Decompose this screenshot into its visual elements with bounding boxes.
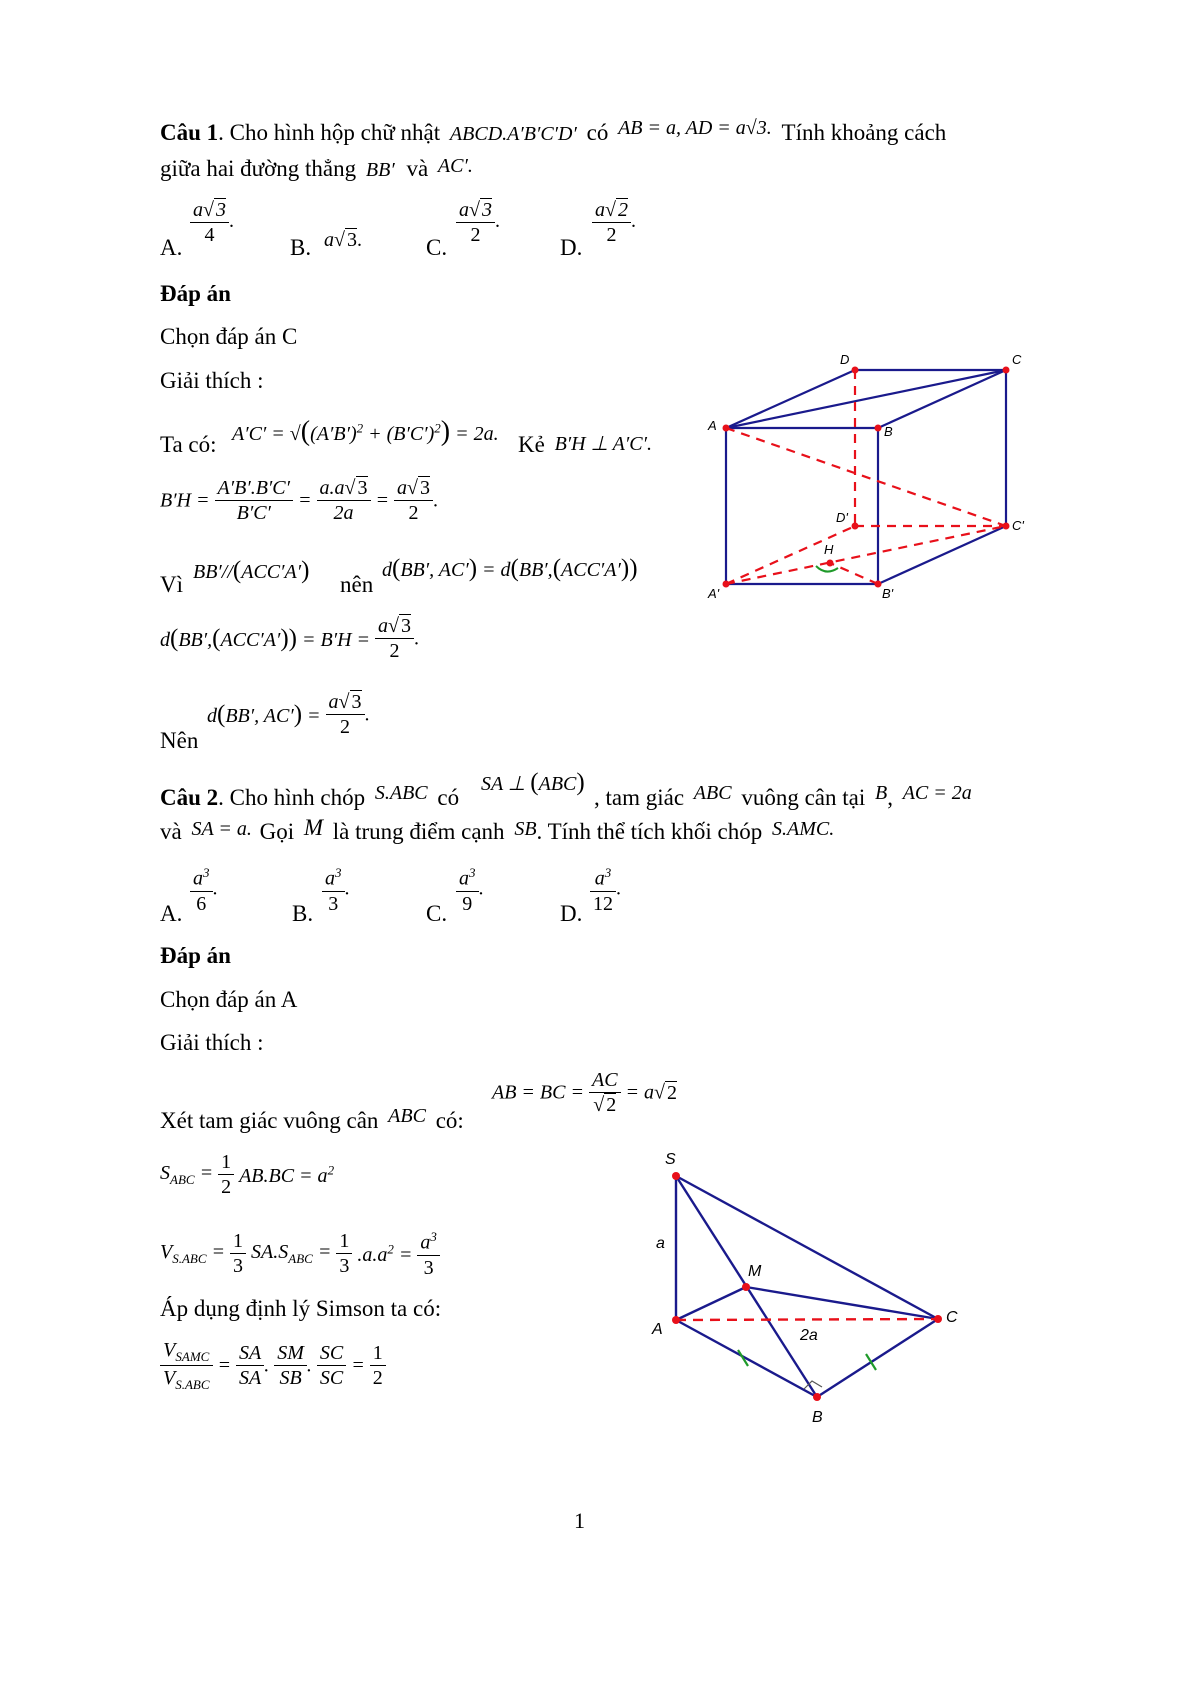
q1-eq1: $A'C' = √((A'B')^2 + (B'C')^2) = 2a$. bbox=[232, 416, 499, 447]
label-a: a bbox=[656, 1235, 665, 1252]
q1-choice: Chọn đáp án C bbox=[160, 324, 298, 349]
q2-xet: Xét tam giác vuông cân ABC có: bbox=[160, 1105, 464, 1133]
label-B: B bbox=[884, 424, 893, 439]
q1-line2: giữa hai đường thẳng BB′ và AC′. bbox=[160, 155, 473, 181]
pyramid-points bbox=[672, 1172, 942, 1401]
q2-eq3: $V_{S.ABC}$ = $\frac{1}{3}$ $SA.S_{ABC}$ = $\frac{1}{3}$ $.a.a^2$ = $\frac{a^3}{3}$ bbox=[160, 1230, 440, 1278]
q1-eq3: d(BB′,(ACC′A′)) = B′H = $\frac{a√ 3}{2}$ . bbox=[160, 615, 420, 662]
q2-explain: Giải thích : bbox=[160, 1030, 264, 1055]
q1-option-c: C. bbox=[426, 235, 448, 260]
q1-explain: Giải thích : bbox=[160, 368, 264, 393]
label-D-prime: D' bbox=[836, 510, 848, 525]
q1-line1: Câu 1. Cho hình hộp chữ nhật ABCD.A′B′C′D′ có AB = a, AD = a√3. Tính khoảng cách bbox=[160, 117, 947, 145]
label-C: C bbox=[1012, 352, 1022, 367]
box-hidden-lines bbox=[726, 370, 1006, 584]
label-S: S bbox=[665, 1151, 676, 1168]
q2-line1: Câu 2. Cho hình chóp S.ABC có bbox=[160, 782, 460, 810]
pyramid-hidden-edge bbox=[676, 1319, 938, 1320]
q1-option-c-value: $\frac{a√ 3}{2}$ . bbox=[456, 200, 500, 245]
q2-option-c-value: $\frac{a^3}{9}$ . bbox=[456, 866, 484, 914]
figure-box bbox=[700, 350, 1040, 610]
label-M: M bbox=[748, 1263, 762, 1280]
q2-option-d-value: $\frac{a^3}{12}$ . bbox=[590, 866, 621, 914]
label-C-prime: C' bbox=[1012, 518, 1024, 533]
q1-taco: Ta có: bbox=[160, 432, 217, 457]
q1-answer-heading: Đáp án bbox=[160, 281, 231, 306]
q2-answer-heading: Đáp án bbox=[160, 943, 231, 968]
q1-solid: ABCD.A′B′C′D′ bbox=[449, 123, 577, 145]
q1-eq2: B′H = $\frac{A'B'.B'C'}{B'C'}$ = $\frac{a.a√ 3}{2a}$ = $\frac{a√ 3}{2}$ . bbox=[160, 477, 438, 524]
q2-label: Câu 2 bbox=[160, 785, 219, 810]
q2-line1b: , tam giác ABC vuông cân tại B, AC = 2a bbox=[594, 782, 972, 810]
q2-apdung: Áp dụng định lý Simson ta có: bbox=[160, 1296, 442, 1321]
label-H: H bbox=[824, 542, 834, 557]
q1-vi: Vì bbox=[160, 572, 183, 597]
q1-option-a: A. bbox=[160, 235, 183, 260]
label-2a: 2a bbox=[800, 1327, 818, 1344]
q1-ke: Kẻ B′H ⊥ A′C′. bbox=[518, 432, 652, 457]
q2-option-b-value: $\frac{a^3}{3}$ . bbox=[322, 866, 350, 914]
q1-option-d-value: $\frac{a√ 2}{2}$ . bbox=[592, 200, 636, 245]
label-B2: B bbox=[812, 1409, 823, 1426]
q1-nen2: Nên bbox=[160, 728, 199, 753]
q2-line2: và SA = a. Gọi M là trung điểm cạnh SB. Tính thể tích khối chóp S.AMC. bbox=[160, 815, 835, 844]
label-C2: C bbox=[946, 1309, 958, 1326]
q1-parallel: BB′//(ACC′A′) bbox=[193, 557, 310, 584]
right-angle-mark bbox=[816, 566, 838, 572]
q1-label: Câu 1 bbox=[160, 120, 219, 145]
q2-option-c: C. bbox=[426, 901, 448, 926]
q1-option-b: B. bbox=[290, 235, 312, 260]
q2-eq1: AB = BC = $\frac{AC}{√ 2}$ = a√ 2 bbox=[492, 1069, 678, 1116]
q2-option-a: A. bbox=[160, 901, 183, 926]
q1-nen: nên bbox=[340, 572, 374, 597]
equal-ticks bbox=[738, 1350, 876, 1370]
q1-dist-eq: d(BB′, AC′) = d(BB′,(ACC′A′)) bbox=[382, 555, 638, 582]
q2-eq4: $\frac{V_{SAMC}}{V_{S.ABC}}$ = $\frac{SA}{SA}$ . $\frac{SM}{SB}$ . $\frac{SC}{SC}$ = $\frac{1}{2}$ bbox=[160, 1340, 386, 1391]
q1-option-d: D. bbox=[560, 235, 583, 260]
q1-eq4: d(BB′, AC′) = $\frac{a√ 3}{2}$ . bbox=[207, 691, 370, 738]
page-number: 1 bbox=[574, 1508, 585, 1533]
q2-option-d: D. bbox=[560, 901, 583, 926]
label-B-prime: B' bbox=[882, 586, 894, 601]
q2-option-a-value: $\frac{a^3}{6}$ . bbox=[190, 866, 218, 914]
label-A2: A bbox=[652, 1321, 663, 1338]
label-A: A bbox=[708, 418, 717, 433]
q2-eq2: $S_{ABC}$ = $\frac{1}{2}$ $AB.BC = a^2$ bbox=[160, 1151, 335, 1198]
label-A-prime: A' bbox=[708, 586, 720, 601]
q1-option-b-value: a√ 3. bbox=[324, 229, 362, 251]
q2-choice: Chọn đáp án A bbox=[160, 987, 298, 1012]
q2-perp: SA ⊥ (ABC) bbox=[481, 769, 585, 796]
q1-option-a-value: $\frac{a√ 3}{4}$ . bbox=[190, 200, 234, 245]
q1-given: AB = a, AD = a√3. bbox=[618, 117, 772, 139]
label-D: D bbox=[840, 352, 850, 367]
q2-option-b: B. bbox=[292, 901, 314, 926]
pyramid-edges bbox=[676, 1176, 938, 1397]
figure-pyramid bbox=[640, 1148, 970, 1428]
